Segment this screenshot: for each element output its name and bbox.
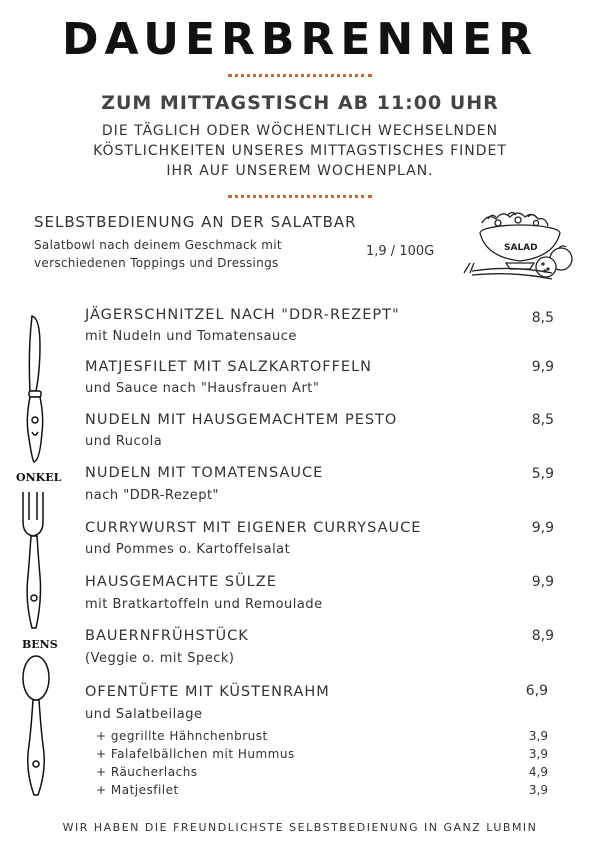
menu-item-price: 9,9: [531, 574, 554, 590]
menu-item-name: HAUSGEMACHTE SÜLZE: [85, 574, 277, 590]
salad-bowl-illustration: [458, 205, 583, 290]
bowl-label: SALAD: [504, 243, 538, 253]
divider-bottom: [228, 195, 372, 198]
menu-item-price: 8,9: [531, 628, 554, 644]
salad-bar-desc: verschiedenen Toppings und Dressings: [34, 256, 279, 270]
extra-item-name: + Falafelbällchen mit Hummus: [96, 747, 295, 761]
menu-item-desc: mit Bratkartoffeln und Remoulade: [85, 597, 323, 612]
menu-item-price: 9,9: [531, 520, 554, 536]
menu-item-desc: und Salatbeilage: [85, 707, 203, 722]
menu-item-desc: und Pommes o. Kartoffelsalat: [85, 542, 291, 557]
extra-item-price: 4,9: [528, 765, 548, 779]
intro-line: IHR AUF UNSEREM WOCHENPLAN.: [166, 163, 434, 179]
menu-item-price: 9,9: [531, 359, 554, 375]
extra-item-price: 3,9: [528, 783, 548, 797]
menu-item-desc: und Rucola: [85, 434, 163, 449]
extra-item-price: 3,9: [528, 747, 548, 761]
menu-item-price: 8,5: [531, 310, 554, 326]
salad-bar-price: 1,9 / 100G: [366, 244, 435, 259]
brand-bottom: BENS: [22, 638, 58, 651]
menu-item-name: NUDELN MIT HAUSGEMACHTEM PESTO: [85, 412, 398, 428]
extra-item-name: + Räucherlachs: [96, 765, 198, 779]
salad-bar-desc: Salatbowl nach deinem Geschmack mit: [34, 238, 282, 252]
salad-bar-heading: SELBSTBEDIENUNG AN DER SALATBAR: [34, 213, 357, 231]
intro-line: DIE TÄGLICH ODER WÖCHENTLICH WECHSELNDEN: [101, 123, 499, 139]
divider-top: [228, 74, 372, 77]
extra-item-name: + gegrillte Hähnchenbrust: [96, 729, 268, 743]
menu-item-desc: mit Nudeln und Tomatensauce: [85, 329, 297, 344]
extra-item-name: + Matjesfilet: [96, 783, 179, 797]
menu-item-name: NUDELN MIT TOMATENSAUCE: [85, 465, 324, 481]
extra-item-price: 3,9: [528, 729, 548, 743]
menu-item-name: MATJESFILET MIT SALZKARTOFFELN: [85, 359, 373, 375]
menu-item-name: OFENTÜFTE MIT KÜSTENRAHM: [85, 684, 330, 700]
intro-line: KÖSTLICHKEITEN UNSERES MITTAGSTISCHES FINDET: [93, 143, 507, 159]
menu-item-name: BAUERNFRÜHSTÜCK: [85, 628, 249, 644]
menu-item-price: 5,9: [531, 466, 554, 482]
brand-top: ONKEL: [16, 471, 62, 484]
menu-item-desc: und Sauce nach "Hausfrauen Art": [85, 381, 320, 396]
fork-icon: [16, 488, 52, 636]
menu-item-price: 8,5: [531, 412, 554, 428]
page-title: DAUERBRENNER: [62, 14, 538, 65]
lunch-subtitle: ZUM MITTAGSTISCH AB 11:00 UHR: [101, 92, 499, 114]
knife-icon: [18, 312, 54, 464]
menu-item-desc: nach "DDR-Rezept": [85, 488, 220, 503]
menu-item-desc: (Veggie o. mit Speck): [85, 651, 235, 666]
menu-item-price: 6,9: [525, 683, 548, 699]
spoon-icon: [16, 652, 56, 802]
menu-item-name: CURRYWURST MIT EIGENER CURRYSAUCE: [85, 520, 422, 536]
menu-item-name: JÄGERSCHNITZEL NACH "DDR-REZEPT": [85, 307, 400, 323]
footer-slogan: WIR HABEN DIE FREUNDLICHSTE SELBSTBEDIENUNG IN GANZ LUBMIN: [62, 821, 538, 834]
